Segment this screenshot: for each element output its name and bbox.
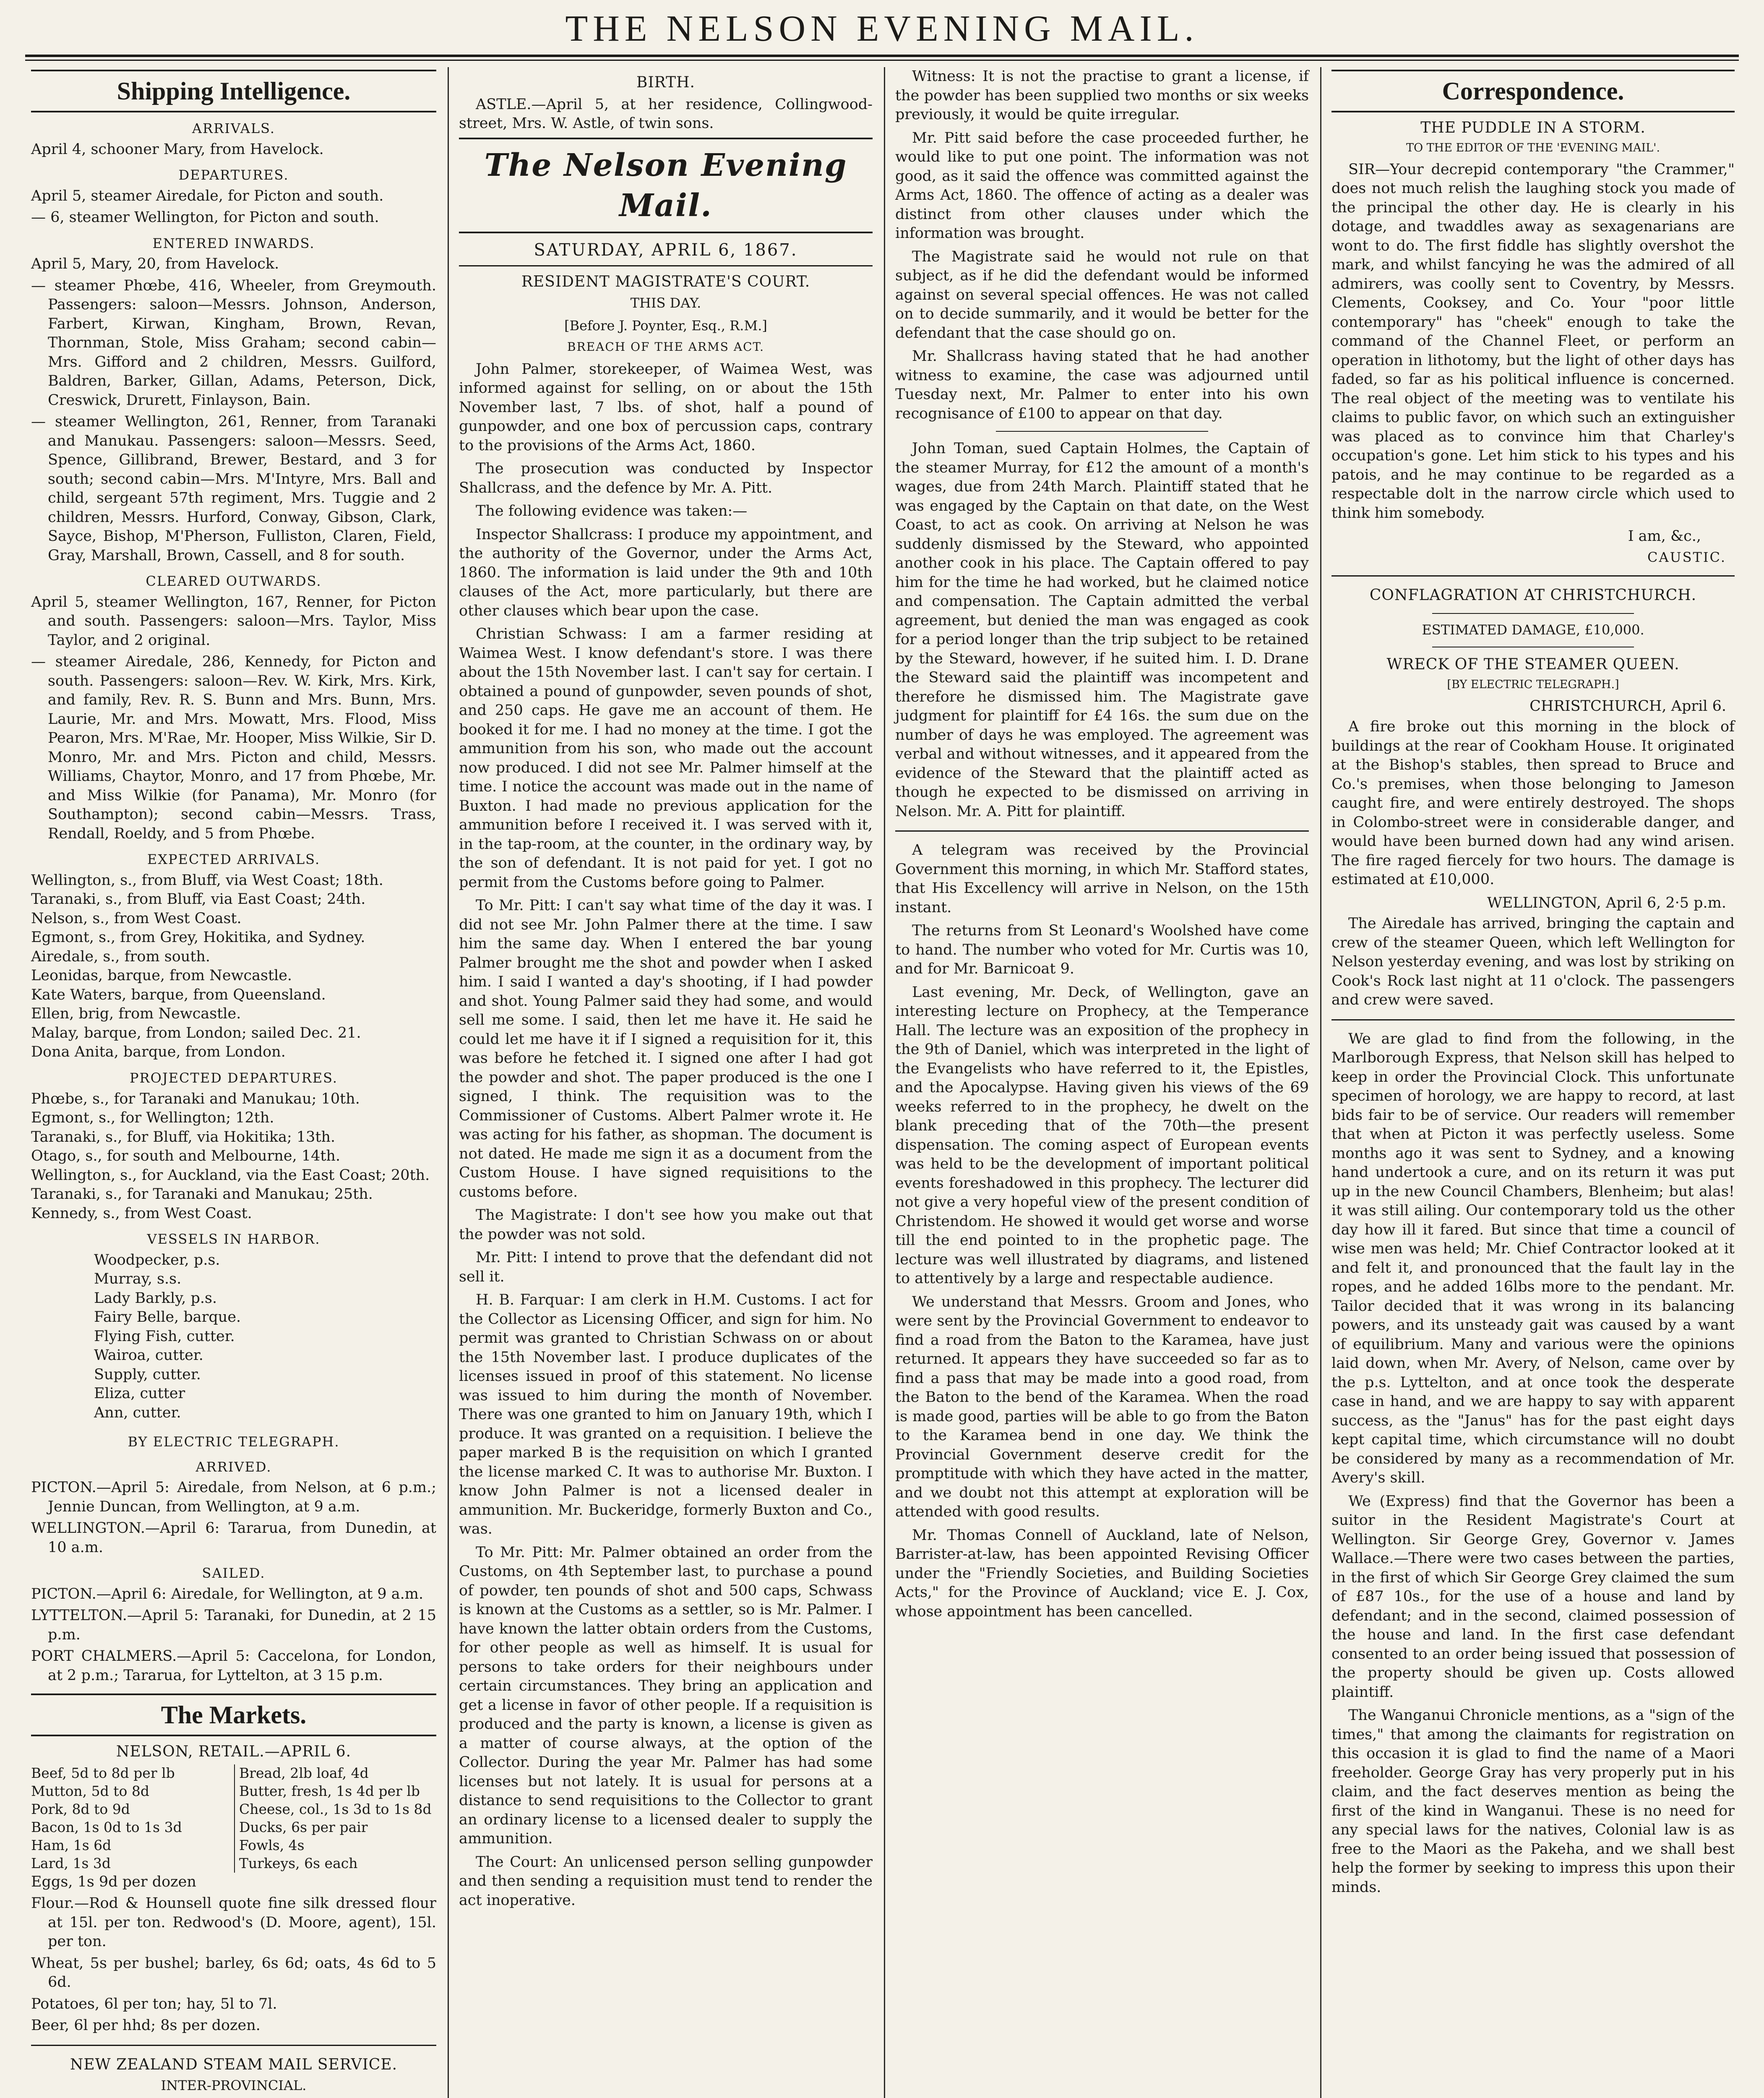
fire-text: A fire broke out this morning in the block of buildings at the rear of Cookham House. It originated at the Bishop's stables, then spread to Bruce and Co.'s premises, when those belonging to Jameson caught fire, and were entirely destroyed. The shops in Colombo-street were in considerable danger, and would have been burned down had any wind arisen. The fire raged fiercely for two hours. The damage is estimated at £10,000. (1331, 718, 1735, 888)
text-line: Taranaki, s., for Taranaki and Manukau; 25th. (31, 1186, 373, 1203)
divider (31, 2045, 436, 2046)
text-line: Butter, fresh, 1s 4d per lb (239, 1783, 420, 1800)
text-line: Mutton, 5d to 8d (31, 1783, 150, 1800)
text-line: WELLINGTON.—April 6: Tararua, from Dunedin, at 10 a.m. (31, 1520, 436, 1556)
text-line: PICTON.—April 5: Airedale, from Nelson, at 6 p.m.; Jennie Duncan, from Wellington, at 9 a.m. (31, 1479, 436, 1515)
text-line: Egmont, s., for Wellington; 12th. (31, 1109, 274, 1127)
text-line: H. B. Farquar: I am clerk in H.M. Customs. I act for the Collector as Licensing Officer, and sign for him. No permit was granted to Christian Schwass on or about the 15th November last. I produce duplicates of the licenses issued in proof of this statement. No license was issued to him during the month of November. There was one granted to him on January 19th, which I produce. It was granted on a requisition. I believe the paper marked B is the requisition on which I granted the license marked C. It was to authorise Mr. Buxton. I know John Palmer is not a licensed dealer in ammunition. Mr. Buckeridge, formerly Buxton and Co., was. (459, 1292, 873, 1538)
subhead-telegraph: BY ELECTRIC TELEGRAPH. (128, 1434, 340, 1450)
section-title-markets: The Markets. (31, 1694, 436, 1736)
text-line: Beef, 5d to 8d per lb (31, 1765, 175, 1782)
text-line: To Mr. Pitt: I can't say what time of the day it was. I did not see Mr. John Palmer there at the time. I saw him the same day. When I entered the bar young Palmer brought me the shot and powder when I asked him. I said I wanted a day's shooting, if I had powder and shot. Young Palmer said they had some, and would sell me some. I said, then let me have it. He said he could let me have it if I signed a requisition for it, this was before he fetched it. I signed one after I had got the powder and shot. The paper produced is the one I signed, I think. The requisition was to the Commissioner of Customs. Albert Palmer wrote it. He was acting for his father, as shopman. The document is not dated. He made me sign it as a document from the Custom House. I have signed requisitions to the customs before. (459, 897, 873, 1200)
nelson-retail-head: NELSON, RETAIL.—APRIL 6. (116, 1743, 352, 1761)
text-line: Cheese, col., 1s 3d to 1s 8d (239, 1801, 432, 1818)
text-line: John Toman, sued Captain Holmes, the Captain of the steamer Murray, for £12 the amount of a month's wages, due from 24th March. Plaintiff stated that he was engaged by the Captain on that date, on the West Coast, to act as cook. On arriving at Nelson he was suddenly dismissed by the Steward, who appointed another cook in his place. The Captain offered to pay him for the time he had worked, but he claimed notice and compensation. The Captain admitted the verbal agreement, but denied the man was engaged as cook for a period longer than the trip subject to be retained by the Steward, however, if he suited him. I. D. Drane the Steward said the plaintiff was incompetent and therefore he dismissed him. The Magistrate gave judgment for plaintiff for £4 16s. the sum due on the number of days he was employed. The agreement was verbal and without witnesses, and it appeared from the evidence of the Steward that the plaintiff acted as though he expected to be dismissed on arriving in Nelson. Mr. A. Pitt for plaintiff. (895, 440, 1309, 820)
text-line: — steamer Airedale, 286, Kennedy, for Picton and south. Passengers: saloon—Rev. W. Kirk, Mrs. Kirk, and family, Rev. R. S. Bunn and Mrs. Bunn, Mrs. Laurie, Mr. and Mrs. Mowatt, Mrs. Flood, Miss Pearon, Mrs. M'Rae, Mr. Hooper, Miss Wilkie, Sir D. Monro, Mr. and Mrs. Picton and child, Messrs. Williams, Chaytor, Monro, and 17 from Phœbe, Mr. and Miss Wilkie (for Panama), Mr. Monro (for Southampton); second cabin—Messrs. Trass, Rendall, Roeldy, and 5 from Phœbe. (31, 653, 436, 842)
letter-signature: CAUSTIC. (1647, 549, 1726, 565)
subhead-cleared: CLEARED OUTWARDS. (146, 573, 322, 590)
column-rule (448, 67, 449, 2098)
text-line: Beer, 6l per hhd; 8s per dozen. (31, 2017, 261, 2034)
text-line: A telegram was received by the Provincial Government this morning, in which Mr. Stafford states, that His Excellency will arrive in Nelson, on the 15th instant. (895, 842, 1309, 916)
divider (1331, 575, 1735, 577)
text-line: Taranaki, s., from Bluff, via East Coast; 24th. (31, 891, 366, 908)
text-line: Lady Barkly, p.s. (94, 1289, 217, 1307)
text-line: The Magistrate: I don't see how you make out that the powder was not sold. (459, 1207, 873, 1243)
divider (996, 431, 1208, 432)
text-line: Woodpecker, p.s. (94, 1251, 220, 1268)
market-prices-right (234, 1764, 436, 1872)
text-line: Taranaki, s., for Bluff, via Hokitika; 13th. (31, 1128, 336, 1146)
mail-service-title: NEW ZEALAND STEAM MAIL SERVICE. (70, 2056, 398, 2073)
column-court (454, 67, 878, 2098)
subhead-departures: DEPARTURES. (178, 167, 289, 183)
letter-close: I am, &c., (1628, 528, 1701, 545)
text-line: Ducks, 6s per pair (239, 1819, 368, 1835)
text-line: Last evening, Mr. Deck, of Wellington, gave an interesting lecture on Prophecy, at the Temperance Hall. The lecture was an exposition of the prophecy in the 9th of Daniel, which was interpreted in the light of the Evangelists who have referred to it, the Epistles, and the Apocalypse. Having given his views of the 69 weeks referred to in the prophecy, he dwelt on the blank preceding that of the 70th—the present dispensation. The coming aspect of European events was held to be the development of important political events foreshadowed in this prophecy. The lecturer did not give a very hopeful view of the present condition of Christendom. He showed it would get worse and worse till the end pointed to in the prophetic page. The lecture was well illustrated by diagrams, and listened to attentively by a large and respectable audience. (895, 984, 1309, 1287)
text-line: Kate Waters, barque, from Queensland. (31, 986, 326, 1003)
text-line: Ann, cutter. (94, 1404, 181, 1421)
text-line: Leonidas, barque, from Newcastle. (31, 967, 292, 984)
text-line: April 5, steamer Airedale, for Picton and south. (31, 187, 384, 204)
text-line: LYTTELTON.—April 5: Taranaki, for Dunedin, at 2 15 p.m. (31, 1607, 436, 1643)
market-extra (31, 1873, 436, 2035)
text-line: Pork, 8d to 9d (31, 1801, 130, 1818)
clock-article: We are glad to find from the following, in the Marlborough Express, that Nelson skill has helped to keep in order the Provincial Clock. This unfortunate specimen of horology, we are happy to record, at last bids fair to be of service. Our readers will remember that when at Picton it was perfectly useless. Some months ago it was sent to Sydney, and a knowing hand undertook a cure, and on its return it was put up in the new Council Chambers, Blenheim; but alas! it was still ailing. Our contemporary told us the other day how ill it fared. But since that time a council of wise men was held; Mr. Chief Contractor looked at it and felt it, and pronounced that the fault lay in the ropes, and he added 16lbs more to the pendant. Mr. Tailor decided that it was wrong in its balancing powers, and its unsteady gait was caused by a want of equilibrium. Many and various were the opinions laid down, when Mr. Avery, of Nelson, came over by the p.s. Lyttelton, and at once took the desperate case in hand, and we are happy to say with apparent success, as the "Janus" has for the past eight days kept capital time, which circumstance will no doubt be considered by many as a recommendation of Mr. Avery's skill. (1331, 1030, 1735, 1487)
section-title-correspondence: Correspondence. (1331, 70, 1735, 112)
letter-to: TO THE EDITOR OF THE 'EVENING MAIL'. (1406, 141, 1660, 154)
arrivals-list (31, 140, 436, 159)
governor-article: We (Express) find that the Governor has been a suitor in the Resident Magistrate's Court at Wellington. Sir George Grey, Governor v. James Wallace.—There were two cases between the parties, in the first of which Sir George Grey claimed the sum of £87 10s., for the use of a house and land by defendant; and in the second, claimed possession of the house and land. In the first case defendant consented to an order being issued that possession of the property should be given up. Costs allowed plaintiff. (1331, 1493, 1735, 1701)
fire-sub: ESTIMATED DAMAGE, £10,000. (1422, 622, 1644, 638)
column-shipping (26, 67, 441, 2098)
text-line: April 4, schooner Mary, from Havelock. (31, 141, 324, 158)
newspaper-flag: The Nelson Evening Mail. (459, 138, 873, 233)
court-case: BREACH OF THE ARMS ACT. (567, 340, 764, 354)
text-line: John Palmer, storekeeper, of Waimea West, was informed against for selling, on or about the 15th November last, 7 lbs. of shot, half a pound of gunpowder, and one box of percussion caps, contrary to the provisions of the Arms Act, 1860. (459, 360, 873, 454)
text-line: Murray, s.s. (94, 1271, 182, 1288)
text-line: The returns from St Leonard's Woolshed have come to hand. The number who voted for Mr. Curtis was 10, and for Mr. Barnicoat 9. (895, 922, 1309, 977)
subhead-harbor: VESSELS IN HARBOR. (147, 1231, 320, 1247)
text-line: — 6, steamer Wellington, for Picton and south. (31, 209, 379, 226)
text-line: April 5, steamer Wellington, 167, Renner, for Picton and south. Passengers: saloon—Mrs. Taylor, Miss Taylor, and 2 original. (31, 593, 436, 649)
wreck-dateline: WELLINGTON, April 6, 2·5 p.m. (1487, 894, 1726, 911)
section-title-shipping: Shipping Intelligence. (31, 70, 436, 112)
text-line: Airedale, s., from south. (31, 948, 211, 965)
text-line: Bacon, 1s 0d to 1s 3d (31, 1819, 182, 1835)
maori-article: The Wanganui Chronicle mentions, as a "sign of the times," that among the claimants for registration on this occasion it is glad to find the name of a Maori freeholder. George Gray has very properly put in his claim, and the fact deserves mention as being the first of the kind in Wanganui. These is no need for any special laws for the natives, Colonial law is as free to the Maori as the Pakeha, and we shall best help the former by seeking to impress this upon their minds. (1331, 1707, 1735, 1896)
text-line: — steamer Phœbe, 416, Wheeler, from Greymouth. Passengers: saloon—Messrs. Johnson, Anderson, Farbert, Kirwan, Kingham, Brown, Revan, Thornman, Stole, Miss Graham; second cabin—Mrs. Gifford and 2 children, Messrs. Guilford, Baldren, Barker, Gillan, Adams, Peterson, Dick, Creswick, Drurett, Finlayson, Bain. (31, 277, 436, 409)
letter-text: SIR—Your decrepid contemporary "the Crammer," does not much relish the laughing stock you made of the principal the other day. He is clearly in his dotage, and twaddles away as sexagenarians are wont to do. The first fiddle has slightly overshot the mark, and whilst fancying he was the admired of all admirers, was coolly sent to Coventry, by Messrs. Clements, Cooksey, and Co. Your "poor little contemporary" has "cheek" enough to take the command of the Channel Fleet, or perform an operation in lithotomy, but the light of other days has faded, so far as his political influence is concerned. The real object of the meeting was to ventilate his claims to public favor, on which such an extinguisher was placed as to convince him that Charley's occupation's gone. Let him stick to his types and his patois, and he may continue to be regarded as a respectable dolt in the narrow circle which used to think him somebody. (1331, 161, 1735, 522)
fire-head: CONFLAGRATION AT CHRISTCHURCH. (1369, 587, 1697, 604)
subhead-tel-sailed: SAILED. (202, 1565, 266, 1581)
market-prices (31, 1764, 436, 1872)
text-line: Christian Schwass: I am a farmer residing at Waimea West. I know defendant's store. I was there about the 15th November last. I can't say for certain. I obtained a pound of gunpowder, seven pounds of shot, and 250 caps. He gave me an account of them. He booked it for me. I had no money at the time. I got the ammunition from his son, who made out the account now produced. I did not see Mr. Palmer himself at the time. I notice the account was made out in the name of Buxton. I had made no previous application for the ammunition before I received it. I was served with it, in the tap-room, at the counter, in the ordinary way, by the son of defendant. It is not paid for yet. I got no permit from the Customs before going to Palmer. (459, 626, 873, 891)
column-correspondence (1326, 67, 1740, 2098)
text-line: Lard, 1s 3d (31, 1855, 111, 1871)
masthead (0, 0, 1764, 63)
text-line: Supply, cutter. (94, 1366, 201, 1383)
market-prices-left (31, 1764, 228, 1872)
issue-date: SATURDAY, APRIL 6, 1867. (459, 235, 873, 266)
vessels-list (31, 1251, 436, 1423)
wages-case (895, 439, 1309, 821)
text-line: Bread, 2lb loaf, 4d (239, 1765, 369, 1782)
text-line: April 5, Mary, 20, from Havelock. (31, 256, 279, 273)
text-line: Mr. Pitt: I intend to prove that the defendant did not sell it. (459, 1249, 873, 1285)
masthead-title: THE NELSON EVENING MAIL. (565, 8, 1199, 49)
wreck-text: The Airedale has arrived, bringing the captain and crew of the steamer Queen, which left Wellington for Nelson yesterday evening, and was lost by striking on Cook's Rock last night at 11 o'clock. The passengers and crew were saved. (1331, 915, 1735, 1009)
expected-list (31, 871, 436, 1062)
court-report (459, 360, 873, 1910)
text-line: Mr. Shallcrass having stated that he had another witness to examine, the case was adjourned until Tuesday next, Mr. Palmer to enter into his own recognisance of £100 to appear on that day. (895, 348, 1309, 422)
text-line: Flying Fish, cutter. (94, 1328, 235, 1345)
text-line: Wellington, s., from Bluff, via West Coast; 18th. (31, 872, 383, 889)
subhead-projected: PROJECTED DEPARTURES. (129, 1070, 338, 1086)
text-line: Ellen, brig, from Newcastle. (31, 1005, 241, 1023)
subhead-arrivals: ARRIVALS. (192, 120, 276, 136)
entered-list (31, 255, 436, 565)
cleared-list (31, 593, 436, 844)
text-line: Mr. Pitt said before the case proceeded further, he would like to put one point. The information was not good, as it said the offence was committed against the Arms Act, 1860. The offence of acting as a dealer was distinct from other clauses under which the information was brought. (895, 129, 1309, 242)
text-line: Wairoa, cutter. (94, 1347, 203, 1364)
column-rule (884, 67, 885, 2098)
projected-list (31, 1090, 436, 1224)
text-line: Kennedy, s., from West Coast. (31, 1205, 252, 1222)
departures-list (31, 187, 436, 227)
tel-sailed-list (31, 1585, 436, 1686)
divider (1432, 613, 1634, 614)
text-line: We understand that Messrs. Groom and Jones, who were sent by the Provincial Government to endeavor to find a road from the Baton to the Karamea, have just returned. It appears they have succeeded so far as to find a pass that may be made into a good road, from the Baton to the bend of the Karamea. When the road is made good, parties will be able to go from the Baton to the Karamea bend in one day. We think the Provincial Government deserve credit for the promptitude with which they have acted in the matter, and we doubt not this attempt at exploration will be attended with good results. (895, 1293, 1309, 1520)
text-line: PORT CHALMERS.—April 5: Caccelona, for London, at 2 p.m.; Tararua, for Lyttelton, at 3 15 p.m. (31, 1648, 436, 1684)
text-line: Phœbe, s., for Taranaki and Manukau; 10th. (31, 1090, 360, 1107)
column-rule (1320, 67, 1321, 2098)
divider (895, 830, 1309, 832)
subhead-tel-arrived: ARRIVED. (195, 1459, 272, 1475)
text-line: The Magistrate said he would not rule on that subject, as if he did the defendant would be informed against on several special offences. He was not called on to decide summarily, and it would be better for the defendant that the case should go on. (895, 248, 1309, 342)
text-line: Inspector Shallcrass: I produce my appointment, and the authority of the Governor, under the Arms Act, 1860. The information is laid under the 9th and 10th clauses of the Act, more particularly, but there are other clauses which bear upon the case. (459, 526, 873, 619)
local-news (895, 841, 1309, 1621)
letter-head: THE PUDDLE IN A STORM. (1420, 119, 1646, 136)
text-line: Egmont, s., from Grey, Hokitika, and Sydney. (31, 929, 365, 946)
birth-notice: ASTLE.—April 5, at her residence, Collingwood-street, Mrs. W. Astle, of twin sons. (459, 96, 873, 132)
court-head: RESIDENT MAGISTRATE'S COURT. (521, 273, 810, 291)
column-news (890, 67, 1314, 2098)
birth-head: BIRTH. (636, 74, 695, 91)
text-line: Ham, 1s 6d (31, 1837, 112, 1853)
text-line: Fairy Belle, barque. (94, 1309, 241, 1326)
text-line: Fowls, 4s (239, 1837, 305, 1853)
text-line: Mr. Thomas Connell of Auckland, late of Nelson, Barrister-at-law, has been appointed Revising Officer under the "Friendly Societies, and Building Societies Acts," for the Province of Auckland; vice E. J. Cox, whose appointment has been cancelled. (895, 1527, 1309, 1620)
wreck-by: [BY ELECTRIC TELEGRAPH.] (1447, 678, 1619, 691)
text-line: Witness: It is not the practise to grant a license, if the powder has been supplied two months or six weeks previously, it would be quite irregular. (895, 68, 1309, 123)
text-line: The following evidence was taken:— (476, 503, 748, 520)
wreck-head: WRECK OF THE STEAMER QUEEN. (1386, 655, 1680, 673)
mail-service-sub: INTER-PROVINCIAL. (161, 2077, 307, 2094)
text-line: Dona Anita, barque, from London. (31, 1044, 286, 1061)
subhead-expected: EXPECTED ARRIVALS. (147, 851, 320, 868)
subhead-entered: ENTERED INWARDS. (152, 235, 315, 251)
masthead-rule (25, 55, 1739, 57)
text-line: Eliza, cutter (94, 1385, 185, 1402)
text-line: To Mr. Pitt: Mr. Palmer obtained an order from the Customs, on 4th September last, to purchase a pound of powder, ten pounds of shot and 500 caps, Schwass is known at the Customs as a settler, so is Mr. Palmer. I have known the latter obtain orders from the Customs, for other people as well as himself. It is usual for persons to take orders for their neighbours under certain circumstances. They bring an application and get a license in favor of other people. If a requisition is produced and the party is known, a license is given as a matter of course always, at the option of the Collector. During the year Mr. Palmer has had some licenses but not lately. It is usual for persons at a distance to send requisitions to the Collector to grant an ordinary license to a licensed dealer to supply the ammunition. (459, 1544, 873, 1847)
text-line: Turkeys, 6s each (239, 1855, 358, 1871)
tel-arrived-list (31, 1478, 436, 1557)
text-line: Wellington, s., for Auckland, via the East Coast; 20th. (31, 1166, 430, 1184)
text-line: Nelson, s., from West Coast. (31, 910, 242, 927)
text-line: Potatoes, 6l per ton; hay, 5l to 7l. (31, 1995, 277, 2012)
divider (1331, 1019, 1735, 1020)
text-line: Malay, barque, from London; sailed Dec. 21. (31, 1024, 361, 1041)
text-line: The Court: An unlicensed person selling gunpowder and then sending a requisition must tend to render the act inoperative. (459, 1853, 873, 1909)
masthead-rule-thin (25, 60, 1739, 61)
fire-dateline: CHRISTCHURCH, April 6. (1529, 697, 1726, 715)
text-line: Flour.—Rod & Hounsell quote fine silk dressed flour at 15l. per ton. Redwood's (D. Moore, agent), 15l. per ton. (31, 1895, 436, 1950)
text-line: The prosecution was conducted by Inspector Shallcrass, and the defence by Mr. A. Pitt. (459, 460, 873, 496)
text-line: Eggs, 1s 9d per dozen (31, 1873, 196, 1890)
text-line: Otago, s., for south and Melbourne, 14th. (31, 1148, 341, 1165)
text-line: — steamer Wellington, 261, Renner, from Taranaki and Manukau. Passengers: saloon—Messrs. Seed, Spence, Gillibrand, Brewer, Bestard, and 3 for south; second cabin—Mrs. M'Intyre, Mrs. Ball and child, sergeant 57th regiment, Mrs. Tuggie and 2 children, Messrs. Hurford, Conway, Gibson, Clark, Sayce, Bishop, M'Pherson, Fulliston, Claren, Field, Gray, Marshall, Brown, Cassell, and 8 for south. (31, 413, 436, 564)
court-report-continued (895, 67, 1309, 423)
text-line: PICTON.—April 6: Airedale, for Wellington, at 9 a.m. (31, 1585, 424, 1602)
court-day: THIS DAY. (630, 295, 701, 311)
text-line: Wheat, 5s per bushel; barley, 6s 6d; oats, 4s 6d to 5 6d. (31, 1954, 436, 1991)
court-before: [Before J. Poynter, Esq., R.M.] (564, 317, 767, 334)
